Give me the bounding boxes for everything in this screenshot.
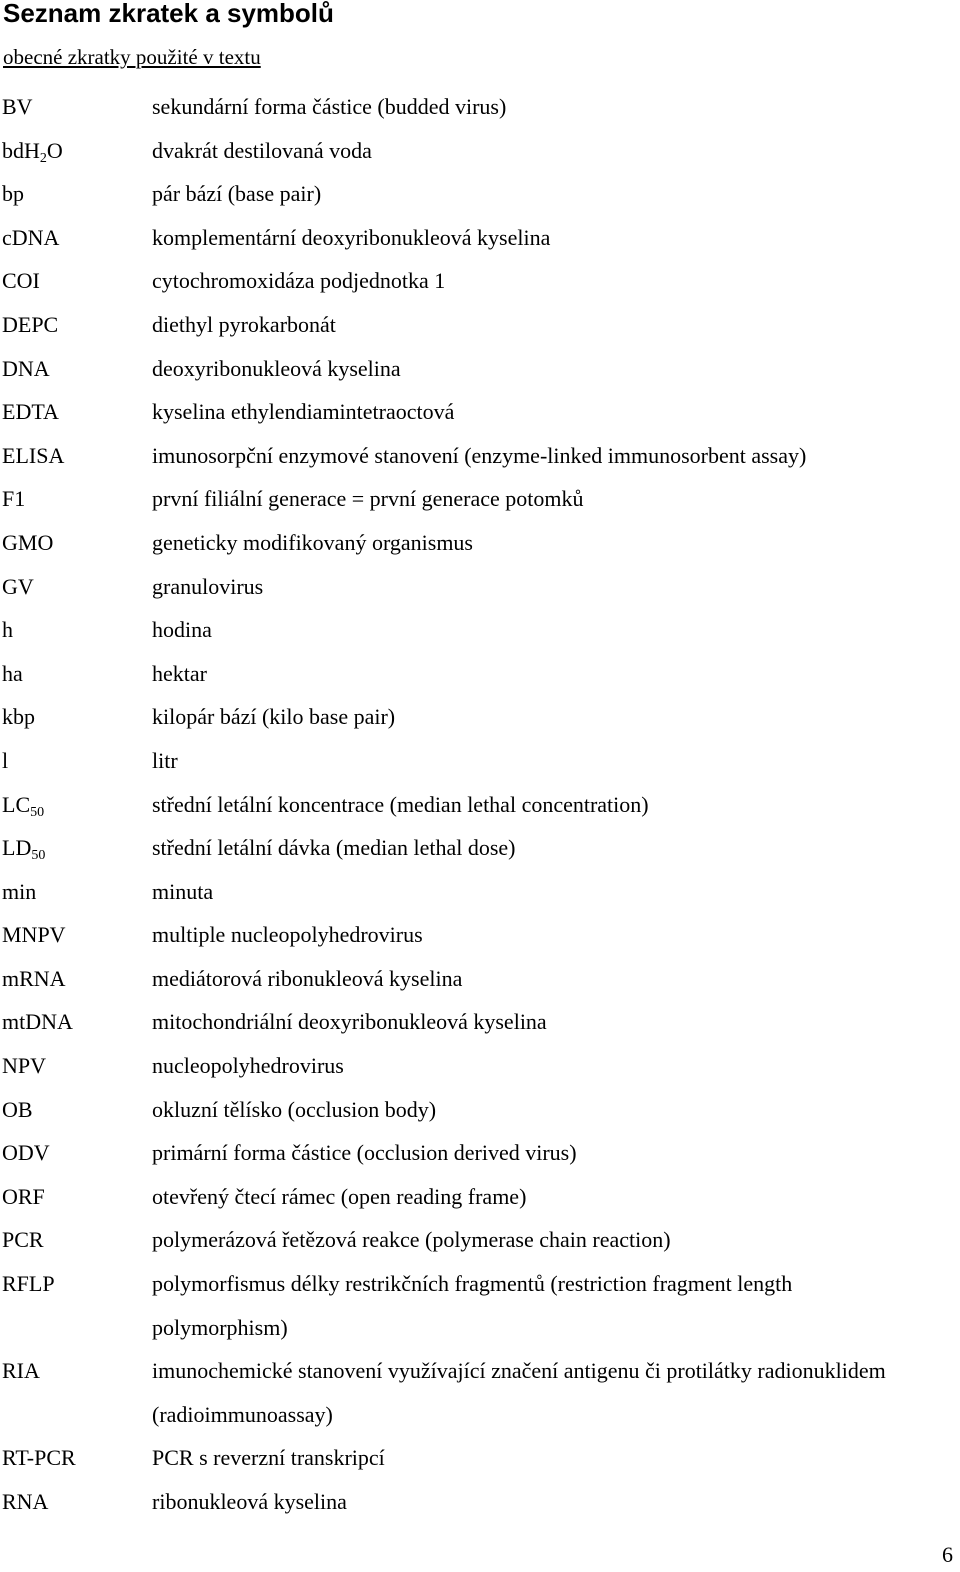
abbreviation-term [0, 739, 152, 783]
abbreviation-text: GV [2, 573, 34, 599]
abbreviation-term [0, 129, 152, 173]
abbreviation-definition: polymorfismus délky restrikčních fragmentů (restriction fragment length polymorphism) [152, 1271, 793, 1340]
abbreviation-text: EDTA [2, 399, 59, 425]
abbreviation-term [0, 1175, 152, 1219]
page-title: Seznam zkratek a symbolů [3, 0, 334, 28]
abbreviation-term [0, 1088, 152, 1132]
abbreviation-row [0, 826, 960, 870]
abbreviation-row [0, 85, 960, 129]
abbreviation-term [0, 652, 152, 696]
abbreviation-text: F1 [2, 486, 26, 512]
abbreviation-definition: hektar [152, 660, 207, 686]
abbreviation-term [0, 1349, 152, 1436]
abbreviation-text: LD [2, 835, 32, 861]
abbreviation-row [0, 434, 960, 478]
abbreviation-row [0, 608, 960, 652]
abbreviation-row [0, 957, 960, 1001]
abbreviation-term [0, 1000, 152, 1044]
abbreviation-text: mtDNA [2, 1009, 73, 1035]
abbreviation-definition: litr [152, 747, 178, 773]
abbreviation-subscript: 2 [39, 150, 47, 166]
abbreviation-definition: multiple nucleopolyhedrovirus [152, 922, 423, 948]
abbreviation-row [0, 1000, 960, 1044]
abbreviation-row [0, 783, 960, 827]
abbreviation-row [0, 1175, 960, 1219]
abbreviation-row [0, 129, 960, 173]
abbreviation-definition: polymerázová řetězová reakce (polymerase chain reaction) [152, 1227, 671, 1253]
abbreviation-text: ELISA [2, 442, 65, 468]
abbreviation-row [0, 303, 960, 347]
abbreviation-definition: PCR s reverzní transkripcí [152, 1445, 385, 1471]
abbreviation-row [0, 870, 960, 914]
abbreviation-row [0, 739, 960, 783]
abbreviation-text: bdH [2, 137, 40, 163]
abbreviation-term [0, 85, 152, 129]
abbreviation-text: mRNA [2, 965, 66, 991]
abbreviation-text: MNPV [2, 922, 66, 948]
abbreviation-text: LC [2, 791, 31, 817]
abbreviation-term [0, 565, 152, 609]
abbreviation-text: DNA [2, 355, 50, 381]
abbreviation-row [0, 1088, 960, 1132]
abbreviation-definition: kilopár bází (kilo base pair) [152, 704, 396, 730]
abbreviation-definition: pár bází (base pair) [152, 181, 322, 207]
abbreviation-term [0, 913, 152, 957]
abbreviation-text: min [2, 878, 37, 904]
abbreviation-text: cDNA [2, 224, 60, 250]
abbreviation-definition: otevřený čtecí rámec (open reading frame) [152, 1183, 527, 1209]
abbreviation-text: BV [2, 94, 33, 119]
abbreviation-row [0, 1480, 960, 1524]
abbreviation-definition: imunosorpční enzymové stanovení (enzyme-linked immunosorbent assay) [152, 442, 807, 468]
abbreviation-text: bp [2, 181, 24, 207]
abbreviation-term [0, 1218, 152, 1262]
abbreviation-row [0, 565, 960, 609]
abbreviation-row [0, 390, 960, 434]
abbreviation-definition: granulovirus [152, 573, 264, 599]
abbreviation-definition: mediátorová ribonukleová kyselina [152, 965, 463, 991]
abbreviation-row [0, 695, 960, 739]
abbreviation-definition: geneticky modifikovaný organismus [152, 529, 473, 555]
abbreviation-definition: okluzní tělísko (occlusion body) [152, 1096, 437, 1122]
abbreviation-list [0, 85, 960, 1524]
page-number: 6 [942, 1542, 953, 1567]
abbreviation-row [0, 477, 960, 521]
abbreviation-text: PCR [2, 1227, 44, 1253]
abbreviation-term [0, 695, 152, 739]
abbreviation-term [0, 521, 152, 565]
abbreviation-term [0, 303, 152, 347]
abbreviation-definition: ribonukleová kyselina [152, 1489, 347, 1514]
abbreviation-definition: dvakrát destilovaná voda [152, 137, 372, 163]
abbreviation-definition: imunochemické stanovení využívající značení antigenu či protilátky radionuklidem (radioimmunoassay) [152, 1358, 886, 1427]
abbreviation-row [0, 172, 960, 216]
abbreviation-text: ORF [2, 1183, 45, 1209]
abbreviation-text: RNA [2, 1489, 49, 1514]
abbreviation-text: RFLP [2, 1271, 55, 1297]
abbreviation-row [0, 652, 960, 696]
abbreviation-subscript: 50 [30, 804, 45, 820]
abbreviation-term [0, 390, 152, 434]
abbreviation-term [0, 347, 152, 391]
abbreviation-definition: mitochondriální deoxyribonukleová kyselina [152, 1009, 547, 1035]
abbreviation-term [0, 216, 152, 260]
abbreviation-row [0, 1218, 960, 1262]
abbreviation-text: l [2, 747, 9, 773]
abbreviation-text: COI [2, 268, 40, 294]
abbreviation-term [0, 957, 152, 1001]
abbreviation-definition: primární forma částice (occlusion derived virus) [152, 1140, 577, 1166]
abbreviation-definition: první filiální generace = první generace potomků [152, 486, 584, 512]
abbreviation-text: NPV [2, 1053, 47, 1079]
abbreviation-row [0, 347, 960, 391]
abbreviation-row [0, 259, 960, 303]
abbreviation-definition: hodina [152, 617, 212, 643]
abbreviation-term [0, 259, 152, 303]
abbreviation-row [0, 1131, 960, 1175]
abbreviation-text: ODV [2, 1140, 50, 1166]
abbreviation-row [0, 1436, 960, 1480]
abbreviation-term [0, 434, 152, 478]
abbreviation-row [0, 216, 960, 260]
abbreviation-row [0, 1044, 960, 1088]
abbreviation-term [0, 477, 152, 521]
abbreviation-text: OB [2, 1096, 33, 1122]
abbreviation-definition: diethyl pyrokarbonát [152, 311, 336, 337]
abbreviation-term [0, 1262, 152, 1349]
abbreviation-text: GMO [2, 529, 54, 555]
abbreviation-definition: střední letální dávka (median lethal dose) [152, 835, 516, 861]
abbreviation-term [0, 1480, 152, 1524]
abbreviation-definition: kyselina ethylendiamintetraoctová [152, 399, 455, 425]
abbreviation-definition: deoxyribonukleová kyselina [152, 355, 401, 381]
abbreviation-definition: střední letální koncentrace (median lethal concentration) [152, 791, 649, 817]
abbreviation-row [0, 1262, 960, 1349]
section-subtitle: obecné zkratky použité v textu [3, 45, 261, 69]
abbreviation-term [0, 1131, 152, 1175]
abbreviation-term [0, 870, 152, 914]
abbreviation-term [0, 172, 152, 216]
abbreviation-row [0, 1349, 960, 1436]
abbreviation-term [0, 1044, 152, 1088]
abbreviation-definition: komplementární deoxyribonukleová kyselina [152, 224, 551, 250]
abbreviation-text: RIA [2, 1358, 40, 1384]
abbreviation-text: DEPC [2, 311, 59, 337]
abbreviation-definition: minuta [152, 878, 214, 904]
abbreviation-subscript: 50 [31, 848, 46, 864]
abbreviation-row [0, 521, 960, 565]
abbreviation-term [0, 1436, 152, 1480]
abbreviation-definition: nucleopolyhedrovirus [152, 1053, 344, 1079]
abbreviation-text: kbp [2, 704, 35, 730]
abbreviation-text: RT-PCR [2, 1445, 76, 1471]
abbreviation-term [0, 608, 152, 652]
abbreviation-text: ha [2, 660, 23, 686]
abbreviation-definition: cytochromoxidáza podjednotka 1 [152, 268, 446, 294]
abbreviation-term [0, 826, 152, 870]
abbreviation-text-suffix: O [46, 137, 63, 163]
abbreviation-definition: sekundární forma částice (budded virus) [152, 94, 507, 119]
abbreviation-term [0, 783, 152, 827]
abbreviation-text: h [2, 617, 13, 643]
abbreviation-row [0, 913, 960, 957]
